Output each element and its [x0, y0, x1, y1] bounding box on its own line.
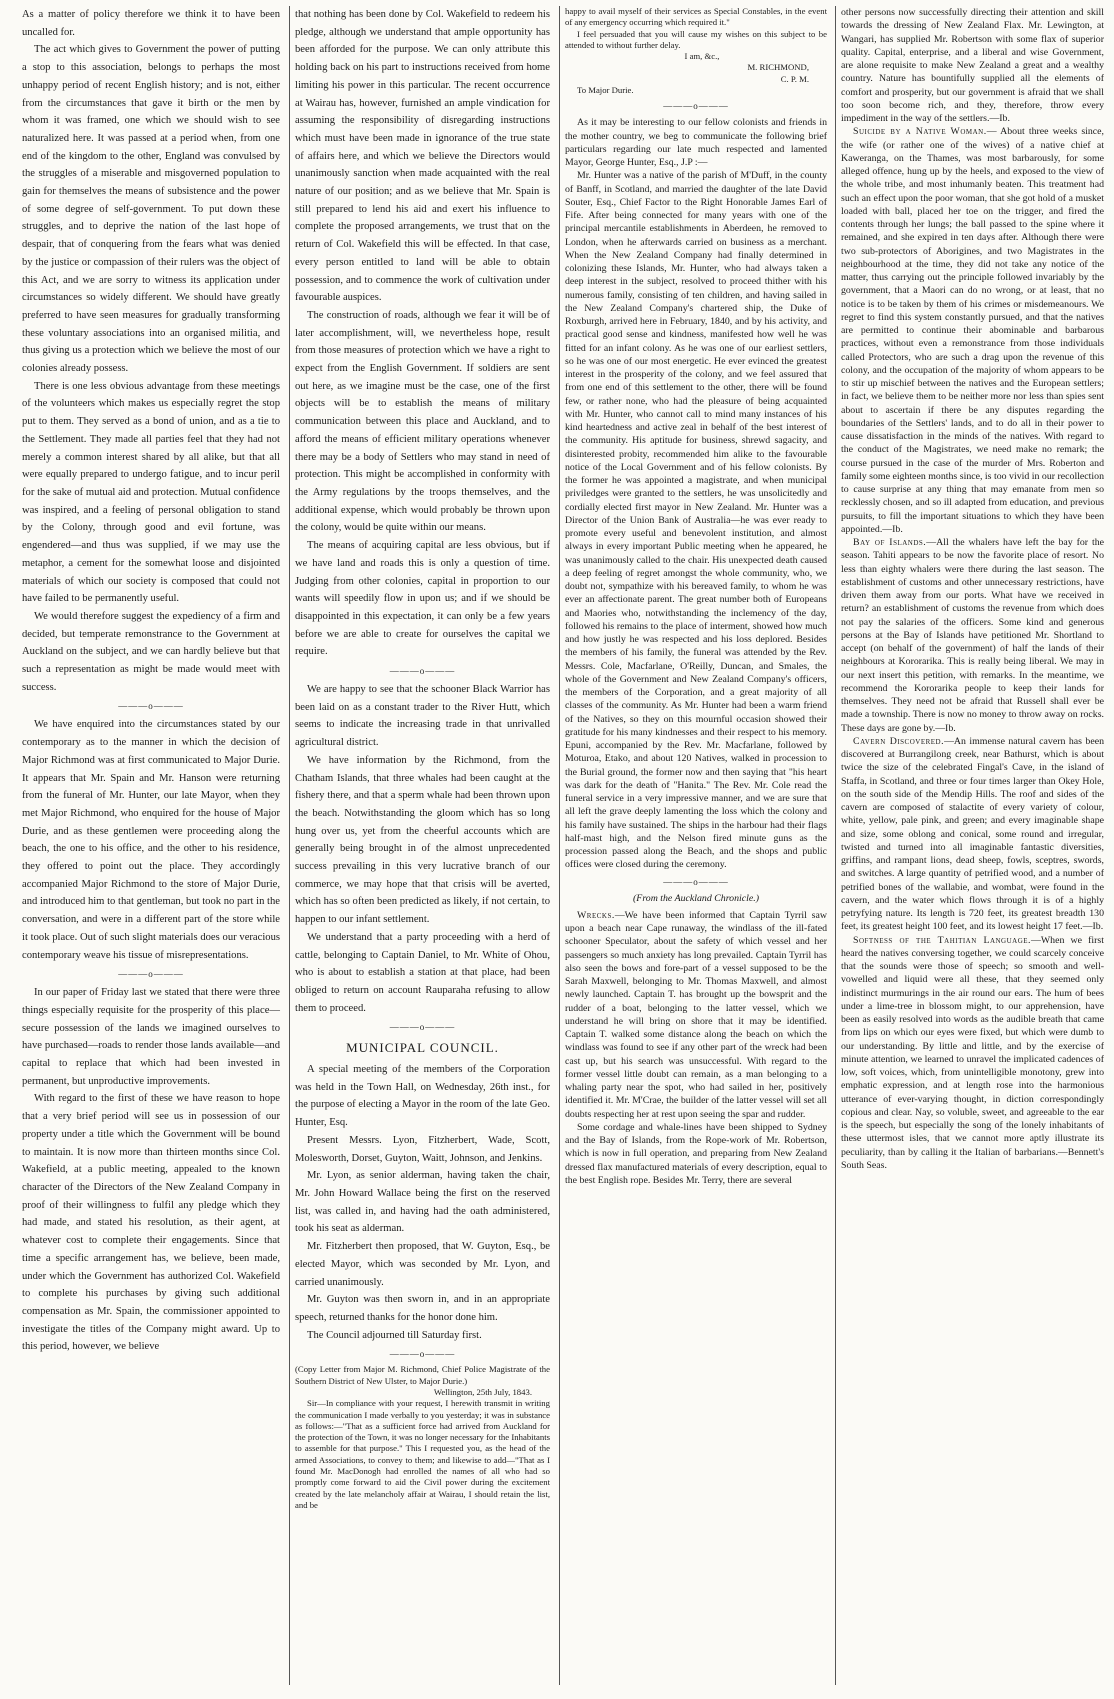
paragraph: With regard to the first of these we have reason to hope that a very brief period will see us in possession of our property under a title which the Government will be bound to maintain. It is now more than thirteen months since Col. Wakefield, at a public meeting, appealed to the known character of the Directors of the New Zealand Company in proof of their willingness to fulfil any pledge which they had made, and stated his resolution, as their agent, at whatever cost to complete their engagements. Since that time a specific arrangement has, we believe, been made, under which the Government has authorized Col. Wakefield to complete his purchases by giving such additional compensation as Mr. Spain, the commissioner appointed to investigate the titles of the Company might award. Up to this period, however, we believe — [22, 1093, 280, 1353]
column-rule — [289, 6, 290, 1685]
letter-body: Sir—In compliance with your request, I herewith transmit in writing the communication I made verbally to you yesterday; it was in substance as follows:—"That as a sufficient force had arrived from Auckland for the protection of the Town, it was no longer necessary for the Inhabitants to assemble for that purpose." This I requested you, as the head of the armed Associations, to convey to them; and likewise to add—"That as I found Mr. MacDonogh had enrolled the names of all who had so promptly come forward to aid the Civil power during the excitement created by the late melancholy affair at Wairau, I should retain the list, and be — [295, 1398, 550, 1510]
column-rule — [835, 6, 836, 1685]
paragraph: Mr. Guyton was then sworn in, and in an appropriate speech, returned thanks for the honor done him. — [295, 1294, 550, 1323]
item-text: — About three weeks since, the wife (or rather one of the wives) of a native chief at Kaweranga, on the Thames, was most barbarously, for some alleged offence, hung up by the heels, and exposed to the view of the whole tribe, and most inhumanly beaten. This treatment had such an effect upon the poor woman, that she got hold of a musket loaded with ball, placed her toe on the trigger, and fired the contents through her lungs; the ball passed to the spine where it remained, and she expired in ten days after. Although there were two sub-protectors of Aborigines, and two Magistrates in the neighbourhood at the time, they did not take any notice of the matter, thus carrying out the principle followed invariably by the government, that a Maori can do no wrong, or at least, that no notice is to be taken by them of his crimes or misdemeanours. We regret to find this system constantly pursued, and that the natives are permitted to continue their abominable and barbarous practices, without even a remonstrance from those individuals called Protectors, who are such a drag upon the revenue of this colony, and the occupation of the majority of whom appears to be to stir up mischief between the natives and the European settlers; in fact, we believe them to be neither more nor less than spies sent about to ascertain if there be any disputes regarding the boundaries of the Settlers' lands, and to do all in their power to cause dissatisfaction in the minds of the natives. With regard to the conduct of the Magistrates, we need make no remark; the course pursued in the case of the murder of Mrs. Roberton and family some eighteen months since, is too vivid in our recollection to cause surprise at any thing that may emanate from men so recklessly chosen, and so ill adapted from education, and previous pursuits, to fill the important situations to which they have been appointed.—Ib. — [841, 126, 1104, 535]
paragraph — [841, 934, 1104, 1173]
section-divider: ———o——— — [663, 101, 729, 112]
paragraph: As it may be interesting to our fellow colonists and friends in the mother country, we beg to communicate the following brief particulars regarding our late much respected and lamented Mayor, George Hunter, Esq., J.P :— — [565, 117, 827, 169]
paragraph: The act which gives to Government the power of putting a stop to this association, belongs to perhaps the most unhappy period of recent English history; and is not, either from the circumstances that gave it birth or the men by whom it was framed, one which we should wish to see naturalized here. It was passed at a period when, from one end of the kingdom to the other, England was convulsed by the struggles of a miserable and misgoverned population to gain for themselves the means of subsistence and the power of some degree of self-government. To put down these struggles, and to deprive the nation of the last hope of despair, that of conquering from the fears what was denied by the justice or compassion of their rulers was the object of this Act, and we are sorry to witness its application under circumstances so widely different. We should have greatly preferred to have seen measures for gradually transforming these voluntary associations into an organised militia, and thus giving us a protection which we believe the most of our colonies already possess. — [22, 44, 280, 375]
paragraph: Mr. Fitzherbert then proposed, that W. Guyton, Esq., be elected Mayor, which was seconded by Mr. Lyon, and carried unanimously. — [295, 1241, 550, 1288]
section-divider: ———o——— — [389, 1349, 456, 1360]
item-text: —An immense natural cavern has been discovered at Burrangilong creek, near Bathurst, which is about twice the size of the celebrated Fingal's Cave, in the island of Staffa, in Scotland, and three or four times larger than Okey Hole, on the south side of the Mendip Hills. The roof and sides of the cavern are composed of stalactite of every variety of colour, white, yellow, pale pink, and green; and every imaginable shape and size, some oblong and conical, some round and irregular, twisted and turned into all imaginable fantastic diversities, griffins, and rampant lions, dead sheep, fowls, sceptres, swords, and switches. A large quantity of petrified wood, and a number of petrified bones of the wallabie, and wombat, were found in the cavern, and the water which flows through it is of a highly petryfying nature. Its length is 720 feet, its greatest breadth 130 feet, its greatest height 100 feet, and its lowest height 17 feet.—Ib. — [841, 735, 1104, 933]
source-credit: (From the Auckland Chronicle.) — [633, 892, 759, 904]
paragraph: Some cordage and whale-lines have been shipped to Sydney and the Bay of Islands, from the Rope-work of Mr. Robertson, which is now in full operation, and preparing from New Zealand dressed flax manufactured materials of every description, equal to the best English rope. Besides Mr. Terry, there are several — [565, 1121, 827, 1186]
paragraph — [841, 125, 1104, 536]
column-3 — [562, 6, 834, 1685]
letter-header: (Copy Letter from Major M. Richmond, Chief Police Magistrate of the Southern District of New Ulster, to Major Durie.) — [295, 1364, 550, 1386]
paragraph — [565, 909, 827, 1121]
column-2 — [292, 6, 558, 1685]
paragraph: The means of acquiring capital are less obvious, but if we have land and roads this is only a question of time. Judging from other colonies, capital in proportion to our wants will speedily flow in upon us; and if we should be disappointed in this expectation, it can only be a few years before we are able to create for ourselves the capital we require. — [295, 540, 550, 658]
item-title: Wrecks. — [577, 909, 615, 921]
paragraph: We understand that a party proceeding with a herd of cattle, belonging to Captain Daniel, to Mr. White of Ohou, who is about to establish a station at that place, had been obliged to return on account Rauparaha refusing to allow them to proceed. — [295, 931, 550, 1014]
item-title: Suicide by a Native Woman. — [853, 126, 987, 138]
paragraph: There is one less obvious advantage from these meetings of the volunteers which makes us especially regret the stop put to them. They served as a bond of union, and as a tie to the Settlement. They made all parties feel that they had not merely a common interest shared by all alike, but that all were equally prepared to undergo fatigue, and to incur peril for the sake of mutual aid and protection. Mutual confidence was inspired, and a feeling of personal obligation to stand by the Colony, through good and evil fortune, was engendered—and thus was supplied, if we may use the metaphor, a cement for the somewhat loose and disjointed materials of which our society is composed that could not have failed to be permanently useful. — [22, 380, 280, 605]
item-text: —We have been informed that Captain Tyrril saw upon a beach near Cape runaway, the windlass of the ill-fated schooner Speculator, about the safety of which vessel and her passengers so much anxiety has long prevailed. Captain Tyrril has also seen the bows and fore-part of a vessel supposed to be the Sarah Maxwell, belonging to Mr. Thomas Maxwell, and almost newly launched. Captain T. has brought up the bowsprit and the rudder of a boat, belonging to the latter vessel, which we understand he will bring on shore that it may be identified. Captain T. walked some distance along the beach on which the windlass was found to see if any other part of the wreck had been cast up, but his search was unsuccessful. With regard to the former vessel little doubt can remain, as a man belonging to a whaling party near the spot, who had sailed in her, positively identified it. Mr. M'Crae, the builder of the latter vessel will set all doubts respecting her at rest upon seeing the spar and rudder. — [565, 909, 827, 1120]
paragraph: Present Messrs. Lyon, Fitzherbert, Wade, Scott, Molesworth, Dorset, Guyton, Waitt, Johnson, and Jenkins. — [295, 1134, 550, 1164]
paragraph — [841, 735, 1104, 934]
paragraph: Mr. Lyon, as senior alderman, having taken the chair, Mr. John Howard Wallace being the first on the reserved list, was called in, and having had the oath administered, took his seat as alderman. — [295, 1170, 550, 1235]
section-divider: ———o——— — [389, 1022, 456, 1033]
letter-body: I feel persuaded that you will cause my wishes on this subject to be attended to without further delay. — [565, 28, 827, 50]
letter-body: happy to avail myself of their services as Special Constables, in the event of any emergency occurring which required it." — [565, 6, 827, 28]
section-divider: ———o——— — [389, 666, 456, 677]
item-text: —All the whalers have left the bay for the season. Tahiti appears to be now the favorite place of resort. No less than eighty whalers were there during the last season. The establishment of customs and other unnecessary restrictions, have driven them away from our ports. What have we received in return? an establishment of customs the revenue from which does not pay the salaries of the officers. Some kind and generous persons at the Bay of Islands have petitioned Mr. Shortland to accept (on behalf of the government) of half the lands of their neighbours at Kororarika. This is really being liberal. We may in our next insert this petition, with remarks. In the meantime, we recommend the Kororarika people to keep their lands for themselves. They need not be afraid that Russell shall ever be made a township. There is now no money to throw away on rocks. These days are gone by.—Ib. — [841, 537, 1104, 734]
letter-signature-title: C. P. M. — [780, 73, 809, 84]
paragraph: We would therefore suggest the expediency of a firm and decided, but temperate remonstrance to the Government at Auckland on the subject, and we can hardly believe but that such a representation as might be made would meet with success. — [22, 610, 280, 693]
paragraph: Mr. Hunter was a native of the parish of M'Duff, in the county of Banff, in Scotland, and married the daughter of the late David Souter, Esq., Chief Factor to the Right Honorable James Earl of Fife. After being connected for many years with one of the principal mercantile establishments in Aberdeen, he removed to London, when he afterwards carried on business as a merchant. When the New Zealand Company had finally determined in colonizing these Islands, Mr. Hunter, who had always taken a deep interest in the subject, resolved to proceed thither with his numerous family, consisting of ten children, and having sailed in the New Zealand Company's chartered ship, the Duke of Roxburgh, arrived here in February, 1840, and by his activity, and practical good sense and kindness, manifested how well he was fitted for an infant colony. As he was one of our earliest settlers, so he was one of our most energetic. He ever evinced the greatest interest in the prosperity of the colony, and we feel assured that from one end of this settlement to the other, there will be found few, or rather none, who had the pleasure of being acquainted with Mr. Hunter, who cannot call to mind many instances of his kind heartedness and active zeal in behalf of the best interest of the community. His aptitude for business, shrewd sagacity, and disinterested probity, recommended him alike to the favourable notice of the Local Government and of his fellow colonists. By the former he was appointed a magistrate, and when municipal priviledges were granted to the settlers, he was unsolicitedly and cordially elected first mayor in New Zealand. Mr. Hunter was a Director of the Union Bank of Australia—he was ever ready to promote every useful and benevolent institution, and almost always in every important Public meeting when he appeared, he was unanimously called to the chair. His unexpected death caused a deep feeling of regret amongst the whole community, who, we doubt not, sympathize with his bereaved family, to whom he was ever an affectionate parent. The great number both of Europeans and Maories who, notwithstanding the inclemency of the day, followed his remains to the place of interment, showed how much and how justly he was respected and his loss deplored. Besides the members of his family, the funeral was attended by the Rev. Messrs. Cole, Macfarlane, O'Reilly, Duncan, and Smales, the whole of the Government and New Zealand Company's officers, the members of the Corporation, and a great majority of all classes of the community. As Mr. Hunter had been a warm friend of the Natives, so they on this mournful occasion showed their gratitude for his many kindnesses and their respect to his memory. Epuni, accompanied by the Rev. Mr. Macfarlane, followed by Moturoa, Etako, and about 120 Natives, walked in procession to the Burial ground, the former now and then saying that "his heart was dark for the death of "Hanita." The Rev. Mr. Cole read the funeral service in a very impressive manner, and we are sure that all left the grave deeply lamenting the loss which the colony and his family have sustained. The ships in the harbour had their flags half-mast high, and the Nelson fired minute guns as the procession passed along the Beach, and the shops and public offices were closed during the ceremony. — [565, 170, 827, 871]
paragraph: We have information by the Richmond, from the Chatham Islands, that three whales had been caught at the fishery there, and that a sperm whale had been thrown upon the beach. Notwithstanding the gloom which has so long hung over us, yet from the cheerful accounts which are generally being brought in of the almost unprecedented success prevailing in this very lucrative branch of our commerce, we may hope that that crisis will be averted, which has so often been predicted as likely, if not certain, to happen to our infant settlement. — [295, 754, 550, 926]
paragraph: other persons now successfully directing their attention and skill towards the dressing of New Zealand Flax. Mr. Lewington, at Wangari, has supplied Mr. Robertson with some flax of superior quality. Capital, enterprise, and a liberal and wise Government, are alone requisite to make New Zealand a great and a wealthy country. Nature has bountifully supplied all the elements of comfort and prosperity, but our government is afraid that we shall too soon become rich, and they, therefore, throw every impediment in the way of the settlers.—Ib. — [841, 7, 1104, 124]
paragraph: We are happy to see that the schooner Black Warrior has been laid on as a constant trader to the River Hutt, which seems to indicate the increasing trade in that unrivalled agricultural district. — [295, 684, 550, 749]
paragraph: The construction of roads, although we fear it will be of later accomplishment, will, we nevertheless hope, result from those measures of protection which we have a right to expect from the English Government. If soldiers are sent out here, as we imagine must be the case, one of the first objects will be to establish the means of military communication between this place and Auckland, and to afford the means of efficient military operations whenever there may be a body of Settlers who may stand in need of protection. This might be accomplished in conformity with the Army regulations by the troops themselves, and the additional expense, which would probably be thrown upon the colony, would be quite within our means. — [295, 309, 550, 534]
column-4 — [838, 6, 1104, 1685]
paragraph: We have enquired into the circumstances stated by our contemporary as to the manner in which the decision of Major Richmond was at first communicated to Major Durie. It appears that Mr. Spain and Mr. Hanson were returning from the funeral of Mr. Hunter, our late Mayor, when they met Major Richmond, who enquired for the house of Major Durie, and as these gentlemen were proceeding along the beach, the one to his office, and the other to his residence, they offered to point out the place. They accordingly accompanied Major Richmond to the store of Major Durie, and introduced him to that gentleman, but took no part in the conversation, and were in a different part of the store while it took place. Out of such slight materials does our veracious contemporary weave his tissue of misrepresentations. — [22, 719, 280, 961]
paragraph: In our paper of Friday last we stated that there were three things especially requisite for the prosperity of this place—secure possession of the lands we imagined ourselves to have purchased—roads to render those lands available—and capital to replace that which had been invested in permanent, but unproductive improvements. — [22, 987, 280, 1087]
paragraph: As a matter of policy therefore we think it to have been uncalled for. — [22, 9, 280, 38]
letter-closing: I am, &c., — [684, 51, 720, 62]
paragraph — [841, 536, 1104, 735]
paragraph: A special meeting of the members of the Corporation was held in the Town Hall, on Wednesday, 26th inst., for the purpose of electing a Mayor in the room of the late Geo. Hunter, Esq. — [295, 1064, 550, 1129]
letter-addressee: To Major Durie. — [577, 85, 634, 96]
column-1 — [22, 6, 288, 1685]
letter-dateline: Wellington, 25th July, 1843. — [433, 1386, 532, 1397]
item-text: —When we first heard the natives conversing together, we could scarcely conceive that the sounds were those of speech; so smooth and well-vowelled and liquid were all these, that they seemed only indistinct murmurings in the air round our ears. The hum of bees under a lime-tree in blossom might, to our apprehension, have been as easily resolved into words as the audible breath that came from lips on which our eyes were fixed, but which were dumb to our understanding. By little and little, and by the exercise of minute attention, we learned to unravel the implicated cadences of low, soft voices, which, from unintelligible monotony, grew into emphatic expression, and at length rose into the harmonious utterance of ever-varying thought, in diction correspondingly copious and clear. Nay, so voluble, sweet, and agreeable to the ear is the speech, but especially the song of the lonely inhabitants of these uttermost isles, that we cannot more aptly illustrate its peculiarity, than by calling it the Italian of barbarians.—Bennett's South Seas. — [841, 934, 1104, 1171]
section-divider: ———o——— — [663, 876, 729, 887]
section-heading: MUNICIPAL COUNCIL. — [346, 1040, 499, 1056]
section-divider: ———o——— — [118, 969, 184, 980]
letter-signature: M. RICHMOND, — [747, 62, 809, 73]
item-title: Cavern Discovered. — [853, 735, 945, 747]
column-rule — [559, 6, 560, 1685]
section-divider: ———o——— — [118, 701, 184, 712]
paragraph: The Council adjourned till Saturday first. — [307, 1329, 482, 1341]
paragraph: that nothing has been done by Col. Wakefield to redeem his pledge, although we understand that ample opportunity has been afforded for the purpose. We can only attribute this holding back on his part to instructions received from home limiting his power in this particular. The recent occurrence at Wairau has, however, furnished an ample vindication for assuming the responsibility of disregarding instructions which must have been made in ignorance of the true state of affairs here, and which we believe the Directors would unanimously sanction when made acquainted with the real nature of our position; and as we believe that Mr. Spain is still prepared to lend his aid and exert his influence to complete the proposed arrangements, we trust that on the return of Col. Wakefield this will be effected. In that case, every person entitled to land will be able to obtain possession, and to commence the work of cultivation under favourable auspices. — [295, 9, 550, 304]
item-title: Bay of Islands. — [853, 537, 927, 548]
item-title: Softness of the Tahitian Language. — [853, 934, 1032, 946]
newspaper-page — [22, 6, 1104, 1685]
